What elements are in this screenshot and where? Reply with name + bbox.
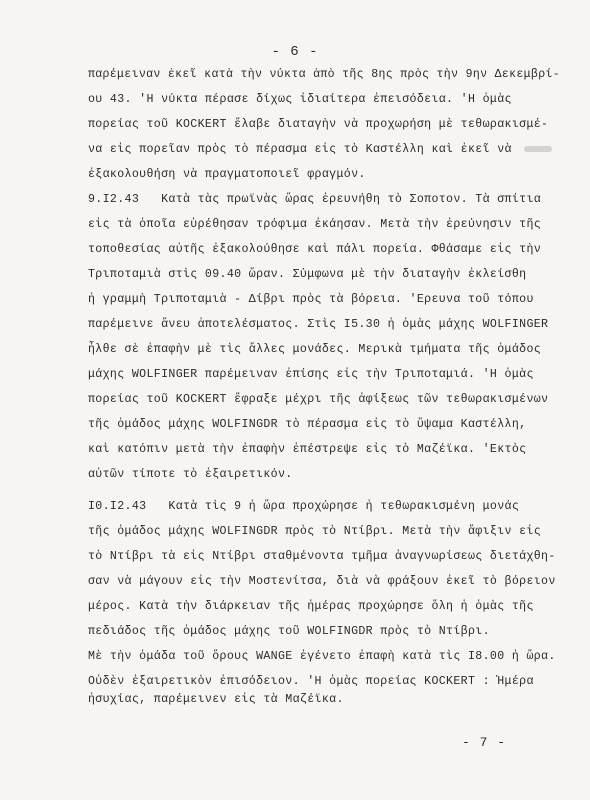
text-line: Τριποταμιὰ στὶς 09.40 ὥραν. Σύμφωνα μὲ τὴν διαταγὴν ἐκλείσθη — [88, 268, 527, 281]
text-line: ἡσυχίας, παρέμεινεν εἰς τὰ Μαζέϊκα. — [88, 693, 344, 706]
page-number: - 6 - — [271, 44, 319, 60]
text-line: τῆς ὁμάδος μάχης WOLFINGDR πρὸς τὸ Ντίβρι. Μετὰ τὴν ἄφιξιν εἰς — [88, 525, 542, 538]
text-line: τῆς ὁμάδος μάχης WOLFINGDR τὸ πέρασμα εἰς τὸ ὕψαμα Καστέλλη, — [88, 418, 527, 431]
text-line: ἐξακολουθήση νὰ πραγματοποιεῖ φραγμόν. — [88, 168, 366, 181]
text-line: μάχης WOLFINGER παρέμειναν ἐπίσης εἰς τὴν Τριποταμιά. 'Η ὁμὰς — [88, 368, 534, 381]
text-line: μέρος. Κατὰ τὴν διάρκειαν τῆς ἡμέρας προχώρησε ὅλη ἡ ὁμὰς τῆς — [88, 600, 534, 613]
text-line: I0.I2.43 Κατὰ τὶς 9 ἡ ὥρα προχώρησε ἡ τεθωρακισμένη μονάς — [88, 500, 520, 513]
ink-smudge — [524, 146, 552, 152]
text-line: ου 43. 'Η νύκτα πέρασε δίχως ἰδιαίτερα ἐπεισόδεια. 'Η ὁμὰς — [88, 93, 512, 106]
next-page-marker: - 7 - — [462, 735, 507, 750]
text-line: ἡ γραμμὴ Τριποταμιὰ - Δίβρι πρὸς τὰ βόρεια. 'Ερευνα τοῦ τόπου — [88, 293, 534, 306]
text-line: σαν νὰ μάγουν εἰς τὴν Μοστενίτσα, διὰ νὰ φράξουν ἐκεῖ τὸ βόρειον — [88, 575, 556, 588]
text-line: παρέμεινε ἄνευ ἀποτελέσματος. Στὶς I5.30 ἡ ὁμὰς μάχης WOLFINGER — [88, 318, 549, 331]
text-line: πορείας τοῦ KOCKERT ἔλαβε διαταγὴν νὰ προχωρήση μὲ τεθωρακισμέ- — [88, 118, 549, 131]
text-line: να εἰς πορεῖαν πρὸς τὸ πέρασμα εἰς τὸ Καστέλλη καὶ ἐκεῖ νὰ — [88, 143, 512, 156]
text-line: 9.I2.43 Κατὰ τὰς πρωϊνὰς ὥρας ἐρευνήθη τὸ Σοποτον. Τὰ σπίτια — [88, 193, 542, 206]
text-line: παρέμειναν ἐκεῖ κατὰ τὴν νύκτα ἀπὸ τῆς 8ης πρὸς τὴν 9ην Δεκεμβρί- — [88, 68, 560, 81]
text-line: τὸ Ντίβρι τὰ εἰς Ντίβρι σταθμένοντα τμῆμα ἀναγνωρίσεως διετάχθη- — [88, 550, 556, 563]
text-line: Μὲ τὴν ὁμάδα τοῦ ὅρους WANGE ἐγένετο ἐπαφὴ κατὰ τὶς I8.00 ἡ ὥρα. — [88, 650, 556, 663]
text-line: πορείας τοῦ KOCKERT ἔφραξε μέχρι τῆς ἀφίξεως τῶν τεθωρακισμένων — [88, 393, 549, 406]
text-line: ἦλθε σὲ ἐπαφὴν μὲ τὶς ἄλλες μονάδες. Μερικὰ τμήματα τῆς ὁμάδος — [88, 343, 542, 356]
text-line: καὶ κατόπιν μετὰ τὴν ἐπαφὴν ἐπέστρεψε εἰς τὸ Μαζέϊκα. 'Εκτὸς — [88, 443, 527, 456]
text-line: εἰς τὰ ὁποῖα εὑρέθησαν τρόφιμα ἐκάησαν. Μετὰ τὴν ἐρεύνησιν τῆς — [88, 218, 542, 231]
text-line: τοποθεσίας αὐτῆς ἐξακολούθησε καὶ πάλι πορεία. Φθάσαμε εἰς τὴν — [88, 243, 542, 256]
text-line: αὐτῶν τίποτε τὸ ἐξαιρετικόν. — [88, 468, 293, 481]
text-line: Οὐδὲν ἐξαιρετικὸν ἐπισόδειον. 'Η ὁμὰς πορείας KOCKERT : Ἡμέρα — [88, 675, 534, 688]
text-line: πεδιάδος τῆς ὁμάδος μάχης τοῦ WOLFINGDR πρὸς τὸ Ντίβρι. — [88, 625, 490, 638]
